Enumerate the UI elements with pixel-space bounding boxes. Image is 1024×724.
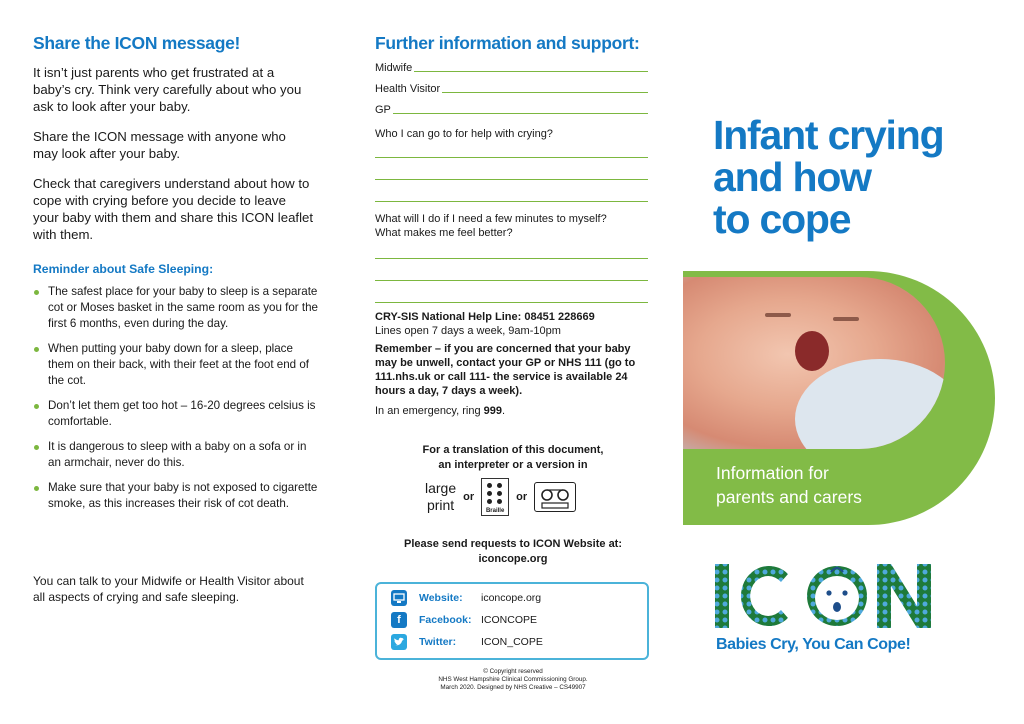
facebook-label: Facebook: xyxy=(419,614,472,626)
midwife-field[interactable] xyxy=(375,62,648,74)
emergency-prefix: In an emergency, ring xyxy=(375,405,484,417)
closing-paragraph: You can talk to your Midwife or Health Visitor about all aspects of crying and safe sleeping. xyxy=(33,574,304,604)
minutes-question: What will I do if I need a few minutes to myself? xyxy=(375,213,607,225)
facebook-icon: f xyxy=(391,612,407,628)
answer-line[interactable] xyxy=(375,280,648,281)
translation-line-1: For a translation of this document, xyxy=(422,444,604,456)
panel-subtitle xyxy=(716,461,862,509)
website-row[interactable] xyxy=(391,590,541,606)
helpline-text: CRY-SIS National Help Line: 08451 228669 xyxy=(375,311,595,323)
website-label: Website: xyxy=(419,592,463,604)
large-print-option xyxy=(425,480,456,514)
emergency-number: 999 xyxy=(483,405,502,417)
twitter-label: Twitter: xyxy=(419,636,457,648)
answer-line[interactable] xyxy=(375,179,648,180)
footer-line: © Copyright reserved xyxy=(483,668,543,675)
intro-paragraph: It isn’t just parents who get frustrated at a baby’s cry. Think very carefully about who you ask to look after your baby. xyxy=(33,65,302,114)
footer-line: March 2020. Designed by NHS Creative – CS49907 xyxy=(440,684,586,691)
braille-label: Braille xyxy=(485,508,505,514)
share-title: Share the ICON message! xyxy=(33,33,241,53)
health-visitor-label: Health Visitor xyxy=(375,83,441,95)
or-text: or xyxy=(463,491,475,503)
list-item: The safest place for your baby to sleep is a separate cot or Moses basket in the same room as you for the first 6 months, even during the day. xyxy=(33,284,318,332)
requests-line-2: iconcope.org xyxy=(478,553,548,565)
help-question: Who I can go to for help with crying? xyxy=(375,128,553,140)
cover-panel xyxy=(683,0,1024,724)
list-item: It is dangerous to sleep with a baby on a sofa or in an armchair, never do this. xyxy=(33,439,318,471)
gp-field[interactable] xyxy=(375,104,648,116)
health-visitor-field[interactable] xyxy=(375,83,648,95)
contact-box xyxy=(375,582,649,660)
twitter-value[interactable]: ICON_COPE xyxy=(481,636,543,648)
twitter-row[interactable] xyxy=(391,634,543,650)
helpline-hours: Lines open 7 days a week, 9am-10pm xyxy=(375,325,561,337)
panel-subtitle-line: parents and carers xyxy=(716,487,862,507)
facebook-value[interactable]: ICONCOPE xyxy=(481,614,538,626)
gp-label: GP xyxy=(375,104,391,116)
format-options xyxy=(425,478,576,516)
further-info-title: Further information and support: xyxy=(375,33,640,53)
cover-title-line: and how xyxy=(713,154,871,200)
large-print-word-1: large xyxy=(425,480,457,496)
cover-title xyxy=(713,114,943,240)
copyright-footer xyxy=(375,668,651,692)
share-paragraph: Share the ICON message with anyone who may look after your baby. xyxy=(33,129,286,161)
midwife-label: Midwife xyxy=(375,62,413,74)
footer-line: NHS West Hampshire Clinical Commissioning Group. xyxy=(438,676,588,683)
emergency-suffix: . xyxy=(502,405,506,417)
better-question: What makes me feel better? xyxy=(375,227,513,239)
emergency-text xyxy=(375,404,655,418)
list-item: Make sure that your baby is not exposed to cigarette smoke, as this increases their risk of cot death. xyxy=(33,480,318,512)
list-item: Don’t let them get too hot – 16-20 degrees celsius is comfortable. xyxy=(33,398,318,430)
braille-icon xyxy=(481,478,509,516)
answer-line[interactable] xyxy=(375,258,648,259)
or-text: or xyxy=(516,491,528,503)
computer-icon xyxy=(391,590,407,606)
remember-text: Remember – if you are concerned that your baby may be unwell, contact your GP or NHS 111 (go to 111.nhs.uk or call 111- the service is available 24 hours a day, 7 days a week). xyxy=(375,343,636,397)
twitter-icon xyxy=(391,634,407,650)
website-value[interactable]: iconcope.org xyxy=(481,592,542,604)
icon-logo xyxy=(713,560,953,632)
answer-line[interactable] xyxy=(375,201,648,202)
answer-line[interactable] xyxy=(375,157,648,158)
answer-line[interactable] xyxy=(375,302,648,303)
cover-title-line: to cope xyxy=(713,196,851,242)
green-banner xyxy=(683,271,995,525)
list-item: When putting your baby down for a sleep, place them on their back, with their feet at the foot end of the cot. xyxy=(33,341,318,389)
crying-baby-image xyxy=(683,277,945,449)
requests-line-1: Please send requests to ICON Website at: xyxy=(403,538,623,550)
reminder-title: Reminder about Safe Sleeping: xyxy=(33,262,214,276)
panel-subtitle-line: Information for xyxy=(716,463,829,483)
safe-sleeping-list xyxy=(33,284,318,521)
large-print-word-2: print xyxy=(426,497,455,513)
facebook-row[interactable] xyxy=(391,612,537,628)
cover-title-line: Infant crying xyxy=(713,112,944,158)
audio-tape-icon xyxy=(534,482,576,512)
caregivers-paragraph: Check that caregivers understand about how to cope with crying before you decide to leave your baby with them and share this ICON leaflet with them. xyxy=(33,176,314,242)
translation-line-2: an interpreter or a version in xyxy=(438,459,588,471)
tagline: Babies Cry, You Can Cope! xyxy=(716,636,911,653)
